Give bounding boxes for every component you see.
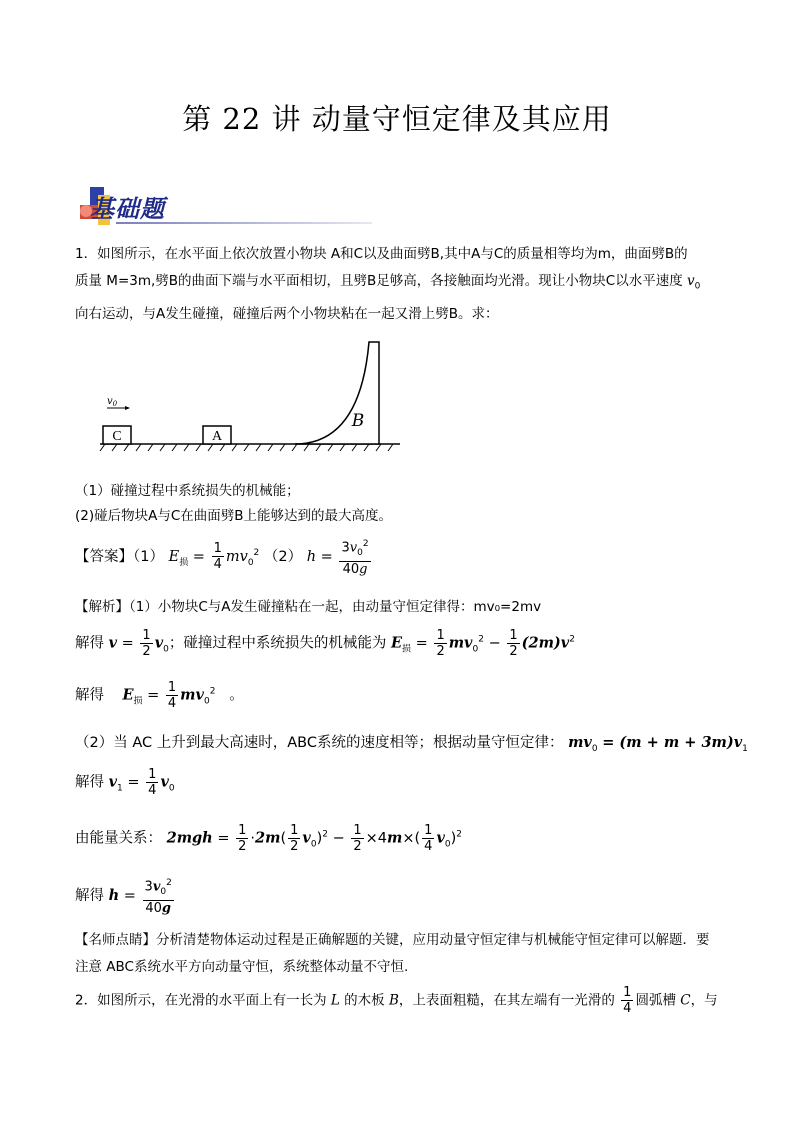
tip-line-2: 注意 ABC系统水平方向动量守恒，系统整体动量不守恒. [75,959,409,975]
question-2-text: 2．如图所示，在光滑的水平面上有一长为 L 的木板 B，上表面粗糙，在其左端有一光滑的 $\frac{1}{4}$ 圆弧槽 C，与 [75,985,718,1016]
q1-sub-1: （1）碰撞过程中系统损失的机械能； [75,483,300,499]
block-a-label: A [211,429,223,444]
analysis-line-1: 【解析】（1）小物块C与A发生碰撞粘在一起，由动量守恒定律得：mv₀=2mv [75,599,542,615]
analysis-line-6: 由能量关系： 2mgh = $\frac{1}{2}$ ·2m( $\frac{1}{2}$ $v_0)^2$ − $\frac{1}{2}$ ×4m×( $\frac{1}{4}$ $v_0)^2$ [75,823,463,854]
section-banner [72,183,372,231]
block-c-label: C [112,429,122,444]
q1-line-1: 1．如图所示，在水平面上依次放置小物块 A和C以及曲面劈B,其中A与C的质量相等均为m，曲面劈B的 [75,246,688,262]
q1-subquestions [75,479,725,529]
analysis-line-2: 解得 v = $\frac{1}{2}$ $v_0$；碰撞过程中系统损失的机械能为 $E_损$ = $\frac{1}{2}$ $mv_0^2$ − $\frac{1}{2}$ $(2m)v^2$ [75,628,575,659]
analysis-line-7: 解得 h = $\frac{3v_0^2}{40g}$ [75,878,172,916]
q1-line-2: 质量 M=3m,劈B的曲面下端与水平面相切，且劈B足够高，各接触面均光滑。现让小物块C以水平速度 $v_0$ [75,273,701,292]
q1-figure [95,340,405,455]
tip-block [75,927,725,981]
answer-line: 【答案】（1） $E_损$ = $\frac{1}{4}$ $mv_0^2$ （2） h = $\frac{3v_0^2}{40g}$ [75,539,369,577]
analysis-line-4: （2）当 AC 上升到最大高速时，ABC系统的速度相等；根据动量守恒定律： $mv_0 = (m + m + 3m)v_1$ [75,734,748,754]
section-heading: 基础题 [90,194,165,223]
q1-line-3: 向右运动，与A发生碰撞，碰撞后两个小物块粘在一起又滑上劈B。求： [75,305,499,322]
wedge-b [295,342,379,444]
page-title: 第 22 讲 动量守恒定律及其应用 [182,102,612,136]
wedge-b-label: B [351,411,365,431]
tip-line-1: 【名师点睛】分析清楚物体运动过程是正确解题的关键，应用动量守恒定律与机械能守恒定律可以解题．要 [75,932,710,948]
velocity-label: $v_0$ [107,396,118,408]
question-1-text [75,241,725,328]
analysis-line-3: 解得 $E_损$ = $\frac{1}{4}$ $mv_0^2$ 。 [75,680,244,711]
analysis-line-5: 解得 $v_1$ = $\frac{1}{4}$ $v_0$ [75,767,175,798]
q1-sub-2: (2)碰后物块A与C在曲面劈B上能够达到的最大高度。 [75,508,393,524]
